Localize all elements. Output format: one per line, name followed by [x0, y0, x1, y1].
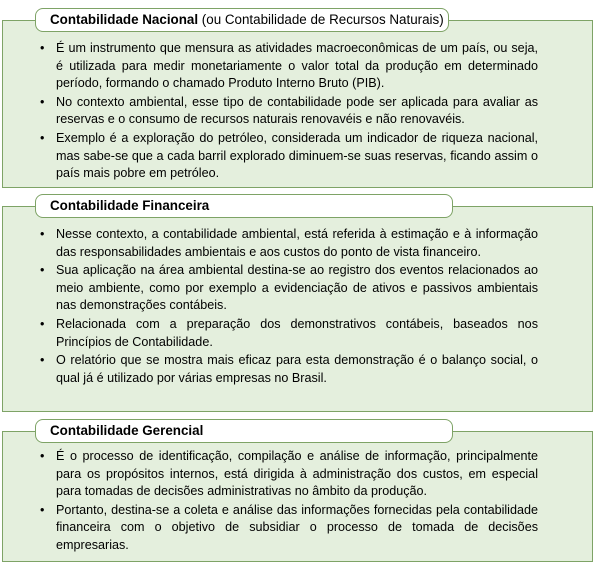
- bullet-icon: •: [40, 227, 45, 241]
- bullet-icon: •: [40, 130, 45, 145]
- list-item: • O relatório que se mostra mais eficaz para esta demonstração é o balanço social, o qual já é utilizado por várias empresas no Brasil.: [40, 353, 538, 385]
- list-item: • É o processo de identificação, compilação e análise de informação, principalmente para os propósitos internos, está dirigida à administração dos custos, em especial para tomadas de decisões administrativas no âmbito da produção.: [40, 449, 538, 499]
- bullet-icon: •: [40, 263, 45, 278]
- bullet-list-contabilidade-gerencial: [34, 448, 544, 556]
- bullet-icon: •: [40, 502, 45, 517]
- bullet-icon: •: [40, 449, 45, 463]
- bullet-icon: •: [40, 316, 45, 331]
- list-item: • Exemplo é a exploração do petróleo, considerada um indicador de riqueza nacional, mas sabe-se que a cada barril explorado diminuem-se suas reservas, ficando assim o país mais pobre em petróleo.: [40, 130, 538, 181]
- section-title: Contabilidade Gerencial: [50, 423, 204, 438]
- list-item: • Nesse contexto, a contabilidade ambiental, está referida à estimação e à informação das responsabilidades ambientais e aos custos do ponto de vista financeiro.: [40, 227, 538, 259]
- section-title: Contabilidade Financeira: [50, 198, 210, 213]
- bullet-icon: •: [40, 353, 45, 368]
- list-item: • Sua aplicação na área ambiental destina-se ao registro dos eventos relacionados ao meio ambiente, como por exemplo a evidenciação de ativos e passivos ambientais nas demonstrações contábeis.: [40, 263, 538, 313]
- bullet-icon: •: [40, 94, 45, 109]
- section-title: Contabilidade Nacional: [50, 12, 199, 27]
- list-item: • É um instrumento que mensura as atividades macroeconômicas de um país, ou seja, é utilizada para medir monetariamente o valor total da produção em determinado período, formando o chamado Produto Interno Bruto (PIB).: [40, 41, 538, 91]
- section-header-contabilidade-gerencial: [35, 419, 453, 443]
- list-item: • Portanto, destina-se a coleta e análise das informações fornecidas pela contabilidade financeira com o objetivo de subsidiar o processo de tomada de decisões empresarias.: [40, 502, 538, 552]
- section-header-contabilidade-financeira: [35, 194, 453, 218]
- list-item: • No contexto ambiental, esse tipo de contabilidade pode ser aplicada para avaliar as reservas e o consumo de recursos naturais renovavéis e não renovavéis.: [40, 94, 538, 127]
- bullet-list-contabilidade-financeira: [34, 226, 544, 388]
- section-header-contabilidade-nacional: [35, 8, 449, 32]
- list-item: • Relacionada com a preparação dos demonstrativos contábeis, baseados nos Princípios de Contabilidade.: [40, 316, 538, 349]
- bullet-list-contabilidade-nacional: [34, 40, 544, 184]
- bullet-icon: •: [40, 41, 45, 55]
- section-subtitle: (ou Contabilidade de Recursos Naturais): [198, 12, 444, 27]
